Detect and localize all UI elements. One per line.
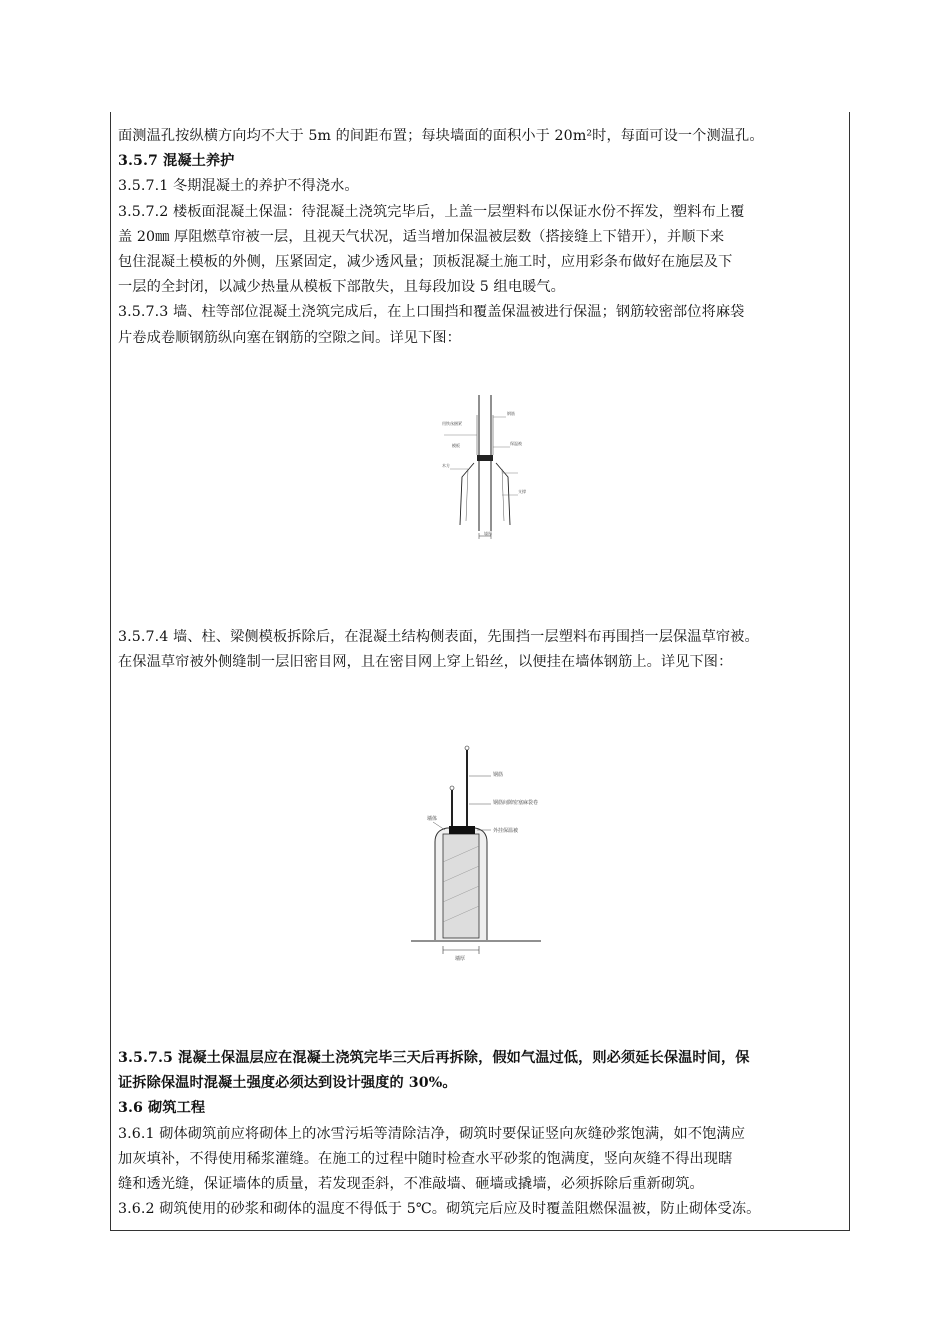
figure-wall-top-insulation (430, 395, 540, 545)
fig1-label: 支撑 (518, 489, 526, 494)
fig2-label: 钢筋间隙密塞麻袋卷 (493, 800, 539, 806)
figure-wall-side-insulation (405, 742, 545, 964)
fig2-label: 墙厚 (455, 956, 466, 962)
paragraph-line: 盖 20㎜ 厚阻燃草帘被一层，且视天气状况，适当增加保温被层数（搭接缝上下错开），并顺下来 (118, 229, 725, 245)
paragraph-line: 在保温草帘被外侧缝制一层旧密目网，且在密目网上穿上铅丝，以便挂在墙体钢筋上。详见下图： (118, 654, 733, 670)
paragraph-line: 片卷成卷顺钢筋纵向塞在钢筋的空隙之间。详见下图： (118, 330, 461, 346)
fig1-label: 木方 (442, 463, 450, 468)
fig2-label: 墙体 (427, 816, 438, 822)
paragraph-line: 3.6.2 砌筑使用的砂浆和砌体的温度不得低于 5℃。砌筑完后应及时覆盖阻燃保温被，防止砌体受冻。 (118, 1201, 761, 1217)
section-heading-3-5-7: 3.5.7 混凝土养护 (118, 153, 235, 169)
paragraph-line: 3.5.7.1 冬期混凝土的养护不得浇水。 (118, 178, 359, 194)
fig1-label: 用铁丝捆紧 (442, 421, 462, 426)
fig1-label: 模板 (452, 443, 460, 448)
fig2-label: 钢筋 (493, 772, 504, 778)
fig1-label: 墙厚 (484, 531, 492, 536)
fig2-label: 外挂保温被 (493, 828, 519, 834)
paragraph-line: 加灰填补，不得使用稀浆灌缝。在施工的过程中随时检查水平砂浆的饱满度，竖向灰缝不得出现瞎 (118, 1151, 733, 1167)
fig1-label: 钢筋 (507, 411, 515, 416)
paragraph-line: 3.5.7.3 墙、柱等部位混凝土浇筑完成后，在上口围挡和覆盖保温被进行保温；钢筋较密部位将麻袋 (118, 304, 745, 320)
paragraph-line-bold: 证拆除保温时混凝土强度必须达到设计强度的 30%。 (118, 1075, 457, 1091)
paragraph-line: 一层的全封闭，以减少热量从模板下部散失，且每段加设 5 组电暖气。 (118, 279, 565, 295)
paragraph-line: 3.5.7.4 墙、柱、梁侧模板拆除后，在混凝土结构侧表面，先围挡一层塑料布再围挡一层保温草帘被。 (118, 629, 759, 645)
paragraph-line-bold: 3.5.7.5 混凝土保温层应在混凝土浇筑完毕三天后再拆除，假如气温过低，则必须延长保温时间，保 (118, 1050, 750, 1066)
fig1-label: 保温被 (510, 441, 522, 446)
paragraph-line: 缝和透光缝，保证墙体的质量，若发现歪斜，不准敲墙、砸墙或撬墙，必须拆除后重新砌筑。 (118, 1176, 704, 1192)
paragraph-line: 3.6.1 砌体砌筑前应将砌体上的冰雪污垢等清除洁净，砌筑时要保证竖向灰缝砂浆饱满，如不饱满应 (118, 1126, 745, 1142)
paragraph-line: 面测温孔按纵横方向均不大于 5m 的间距布置；每块墙面的面积小于 20m²时，每面可设一个测温孔。 (118, 128, 764, 144)
paragraph-line: 3.5.7.2 楼板面混凝土保温：待混凝土浇筑完毕后，上盖一层塑料布以保证水份不挥发，塑料布上覆 (118, 204, 745, 220)
section-heading-3-6: 3.6 砌筑工程 (118, 1100, 206, 1116)
paragraph-line: 包住混凝土模板的外侧，压紧固定，减少透风量；顶板混凝土施工时，应用彩条布做好在施层及下 (118, 254, 733, 270)
